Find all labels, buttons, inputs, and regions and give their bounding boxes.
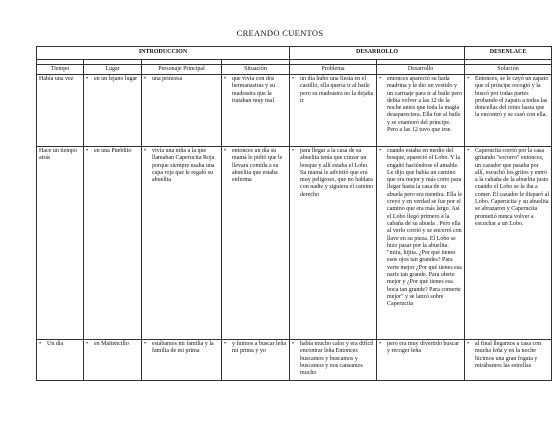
cell-text: Había una vez <box>39 76 74 82</box>
cell-solucion <box>465 75 552 147</box>
cell-lugar <box>84 147 142 340</box>
cell-situacion <box>222 75 290 147</box>
section-desarrollo: DESARROLLO <box>290 47 465 60</box>
cell-problema <box>290 147 377 340</box>
cell-text: • un día hubo una fiesta en el castillo, ella quería ir al baile pero su madrastra no la dejaba ir <box>292 76 374 105</box>
page-title: CREANDO CUENTOS <box>236 28 324 38</box>
cell-solucion <box>465 340 552 381</box>
cell-text: • entonces un día su mamá le pidió que le llevara comida a su abuelita que estaba enferma <box>224 148 287 184</box>
cell-personaje <box>142 147 222 340</box>
cell-text: • y fuimos a buscar leña mi prima y yo <box>224 341 287 356</box>
cell-tiempo <box>37 340 84 381</box>
cell-desarrollo <box>377 75 465 147</box>
cell-personaje <box>142 340 222 381</box>
cell-tiempo <box>37 75 84 147</box>
cell-text: • Un día <box>39 341 81 348</box>
table-row <box>37 75 552 147</box>
table-row <box>37 340 552 381</box>
cell-text: Hace un tiempo atrás <box>39 148 77 162</box>
cell-text: • en un lejano lugar <box>86 76 139 83</box>
cell-text: • en Maitencillo <box>86 341 139 348</box>
cell-text: • para llegar a la casa de su abuelita tenía que cruzar un bosque y allí estaba el Lobo. Su mamá le advirtió que era muy peligroso, que no hablara con nadie y siguiera el camino derecho <box>292 148 374 199</box>
cell-text: • al final llegamos a casa con mucha leña y en la noche hicimos una gran fogata y mirábamos las estrellas <box>467 341 549 370</box>
header-situacion: Situación <box>222 65 290 75</box>
cell-text: • que vivía con dos hermanastras y su madrastra que la trataban muy mal <box>224 76 287 105</box>
section-introduccion: INTRODUCCION <box>37 47 290 60</box>
cell-solucion <box>465 147 552 340</box>
cell-personaje <box>142 75 222 147</box>
cell-problema <box>290 340 377 381</box>
cell-desarrollo <box>377 340 465 381</box>
cell-text: • estábamos mi familia y la familia de mi prima <box>144 341 219 356</box>
cell-lugar <box>84 75 142 147</box>
header-lugar: Lugar <box>84 65 142 75</box>
cell-tiempo <box>37 147 84 340</box>
header-tiempo: Tiempo <box>37 65 84 75</box>
cell-text: • en una Pueblito <box>86 148 139 155</box>
story-table <box>36 46 552 381</box>
table-row <box>37 147 552 340</box>
cell-problema <box>290 75 377 147</box>
header-personaje: Personaje Principal <box>142 65 222 75</box>
cell-situacion <box>222 340 290 381</box>
cell-situacion <box>222 147 290 340</box>
header-problema: Problema <box>290 65 377 75</box>
cell-text: • Caperucita corrió por la casa gritando "socorro" entonces, un cazador que pasaba por allí, escuchó los gritos y entró a la cabaña de la abuelita justo cuando el Lobo se la iba a comer. El cazador le disparó al Lobo. Caperucita y su abuelita se abrazaron y Caperucita prometió nunca volver a escuchar a un Lobo. <box>467 148 549 228</box>
cell-text: • cuando estaba en medio del bosque, apareció el Lobo. Y la engañó haciéndose el amable. Le dijo que había un camino que era mejor y más corto para llegar hasta la casa de su abuela pero era mentira. Ella le creyó y en verdad se fue por el camino que era más largo. Así el Lobo llegó primero a la cabaña de su abuela . Pero ella al verlo corrió y se encerró con llave en su pieza. El Lobo se hizo pasar por la abuelita. "mira, hijita. ¿Por qué tienes esos ojos tan grandes? Para verte mejor ¿Por qué tienes esa nariz tan grande. Para olerte mejor y ¿Por qué tienes esa boca tan grande? Para comerte mejor" y se lanzó sobre Caperucita <box>379 148 462 309</box>
cell-text: • pero era muy divertido buscar y recoger leña <box>379 341 462 356</box>
header-solucion: Solución <box>465 65 552 75</box>
header-desarrollo: Desarrollo <box>377 65 465 75</box>
cell-text: • vivía una niña a la que llamaban Caperucita Roja porque siempre usaba una capa roja que le regaló su abuelita <box>144 148 219 184</box>
cell-lugar <box>84 340 142 381</box>
section-desenlace: DESENLACE <box>465 47 552 60</box>
cell-text: • entonces apareció su hada madrina y le dio un vestido y un carruaje para ir al baile pero debía volver a las 12 de la noche antes que toda la magia desapareciera. Ella fue al baile y se enamoró del príncipe. Pero a las 12 tuvo que irse. <box>379 76 462 134</box>
cell-text: • había mucho calor y era difícil encontrar leña Entonces buscamos y buscamos y buscamos y nos cansamos mucho <box>292 341 374 377</box>
cell-text: • Entonces, se le cayó un zapato que el príncipe recogió y la buscó por todas partes probando el zapato a todas las doncellas del reino hasta que la encontró y se casó con ella. <box>467 76 549 120</box>
cell-desarrollo <box>377 147 465 340</box>
cell-text: • una princesa <box>144 76 219 83</box>
